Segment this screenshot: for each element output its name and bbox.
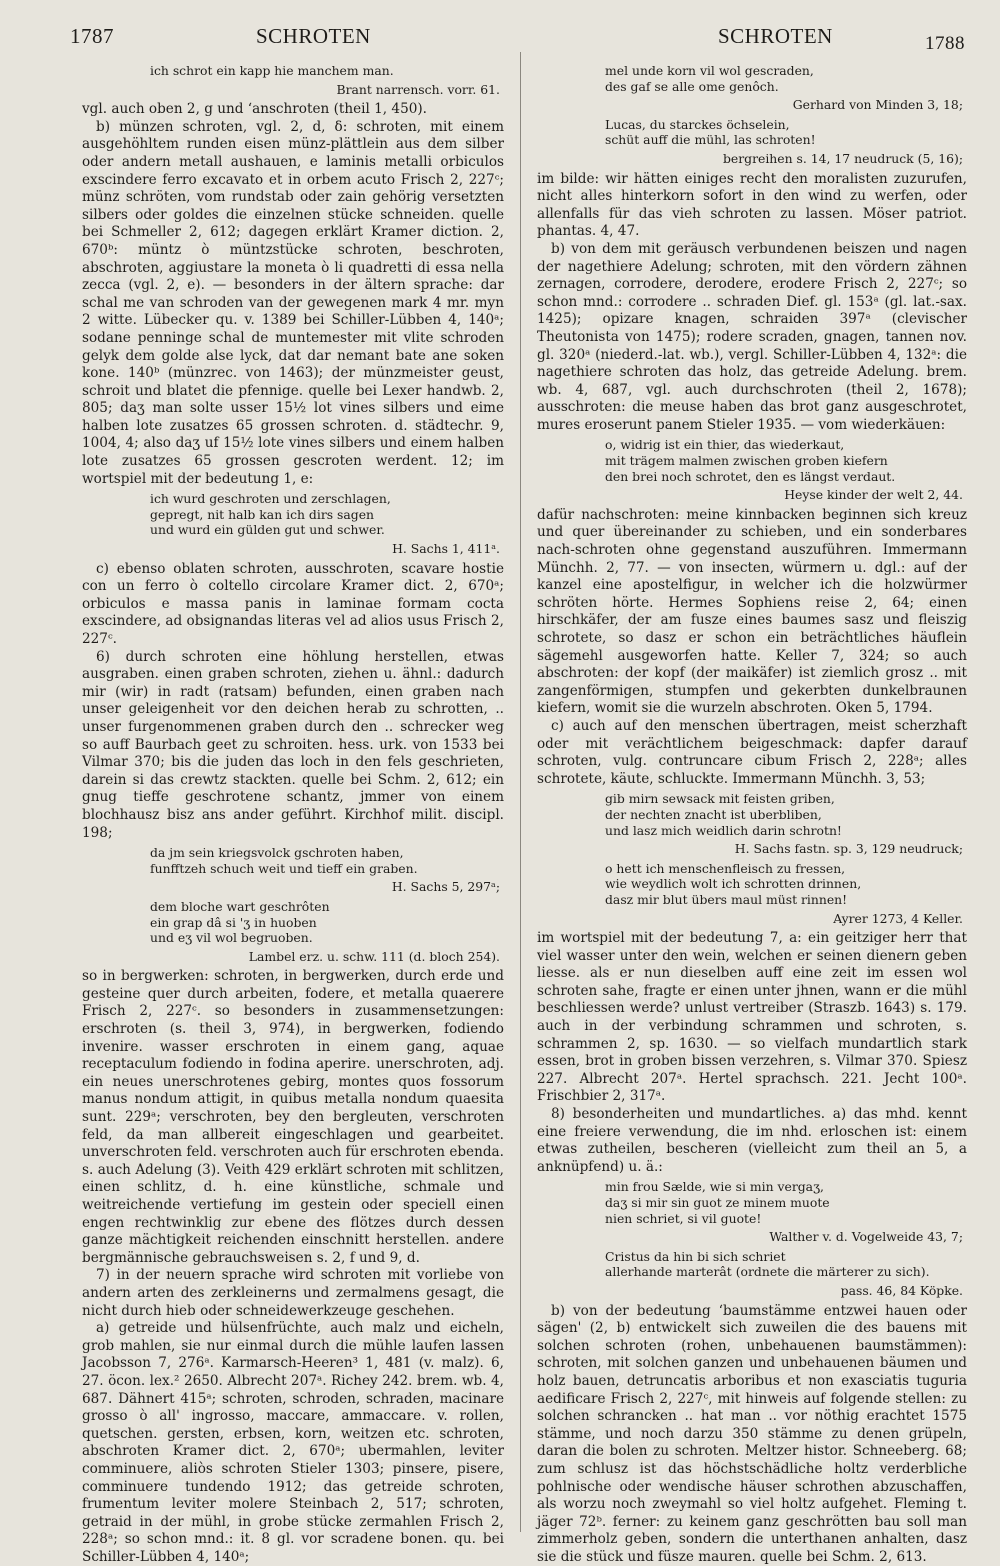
entry-paragraph: im bilde: wir hätten einiges recht den moralisten zuzurufen, nicht alles hinterkorn sofort in den wind zu werfen, oder allenfalls für das vieh schroten zu lassen. Möser patriot. phantas. 4, 47. [537,170,967,240]
verse-line: des gaf se alle ome genôch. [605,78,779,94]
entry-paragraph: 8) besonderheiten und mundartliches. a) das mhd. kennt eine freiere verwendung, die im nhd. erloschen ist: einem etwas zutheilen, bescheren (vielleicht zum theil an 5, a anknüpfend) u. ä.: [537,1106,967,1175]
verse-quotation [605,437,967,484]
entry-paragraph: b) von der bedeutung ʻbaumstämme entzwei hauen oder sägen' (2, b) entwickelt sich zuweilen die des bauens mit solchen schroten (rohen, unbehauenen baumstämmen): schroten, mit solchen ganzen und unbehauenen bäumen und holz bauen, detruncatis arboribus et non exasciatis tuguria aedificare Frisch 2, 227ᶜ, mit hinweis auf folgende stellen: zu solchen schrancken .. hat man .. vor nöthig erachtet 1575 stämme, und noch darzu 350 stämme zu denen grüpeln, daran die bolen zu schroten. Meltzer histor. Schneeberg. 68; zum schlusz ist das höchstschädliche holtz verderbliche pohlnische oder wendische häuser schrothen abzuschaffen, als worzu noch zweymahl so viel holtz aufgehet. Fleming t. jäger 72ᵇ. ferner: zu keinem ganz geschrötten bau soll man zimmerholz geben, sondern die unterthanen anhalten, dasz sie die stück und füsze mauren. quelle bei Schm. 2, 613. [537,1302,967,1565]
verse-quotation [605,1179,967,1226]
source-citation: Lambel erz. u. schw. 111 (d. bloch 254). [248,948,500,964]
verse-line: ich schrot ein kapp hie manchem man. [150,63,394,78]
left-column [82,60,504,1565]
verse-line: schüt auff die mühl, las schroten! [605,132,816,148]
verse-line: mel unde korn vil wol gescraden, [605,63,814,78]
entry-paragraph: a) getreide und hülsenfrüchte, auch malz und eicheln, grob mahlen, sie nur einmal durch die mühle laufen lassen Jacobsson 7, 276ᵃ. Karmarsch-Heeren³ 1, 481 (v. malz). 6, 27. öcon. lex.² 2650. Albrecht 207ᵃ. Richey 242. brem. wb. 4, 687. Dähnert 415ᵃ; schroten, schroden, schraden, macinare grosso ò all' ingrosso, maccare, ammaccare. v. rollen, quetschen. gersten, erbsen, korn, weitzen etc. schroten, abschroten Kramer dict. 2, 670ᵃ; ubermahlen, leviter comminuere, aliòs schroten Stieler 1303; pinsere, pisere, comminuere tundendo 1912; das getreide schroten, frumentum leviter molere Steinbach 2, 517; schroten, getraid in der mühl, in grobe stücke zermahlen Frisch 2, 228ᵃ; so schon mnd.: it. 8 gl. vor scradene bonen. qu. bei Schiller-Lübben 4, 140ᵃ; [82,1320,504,1565]
source-citation: Heyse kinder der welt 2, 44. [784,487,963,503]
entry-paragraph: c) ebenso oblaten schroten, ausschroten, scavare hostie con un ferro ò coltello circolare Kramer dict. 2, 670ᵃ; orbiculos e massa panis in laminae formam cocta exscindere, ad obsignandas literas vel ad alios usus Frisch 2, 227ᶜ. [82,560,504,647]
source-citation: pass. 46, 84 Köpke. [840,1282,963,1298]
entry-paragraph: c) auch auf den menschen übertragen, meist scherzhaft oder mit verächtlichem beigeschmack: dapfer darauf schroten, vulg. contruncare cibum Frisch 2, 228ᵃ; alles schrotete, käute, schluckte. Immermann Münchh. 3, 53; [537,717,967,787]
verse-quotation [605,1249,967,1280]
verse-quotation [150,63,504,79]
verse-line: o hett ich menschenfleisch zu fressen, [605,860,846,876]
right-running-headword: SCHROTEN [718,24,833,48]
verse-line: gepregt, nit halb kan ich dirs sagen [150,506,375,522]
column-divider [520,52,521,1532]
entry-paragraph: vgl. auch oben 2, g und ʻanschroten (theil 1, 450). [82,101,428,118]
entry-paragraph: b) von dem mit geräusch verbundenen beiszen und nagen der nagethiere Adelung; schroten, mit den vördern zähnen zernagen, corrodere, derodere, erodere Frisch 2, 227ᶜ; so schon mnd.: corrodere .. schraden Dief. gl. 153ᵃ (gl. lat.-sax. 1425); opizare knagen, schraiden 397ᵃ (clevischer Theutonista von 1475); rodere scraden, gnagen, tannen nov. gl. 320ᵃ (niederd.-lat. wb.), vergl. Schiller-Lübben 4, 132ᵃ: die nagethiere schroten das holz, das getreide Adelung. brem. wb. 4, 687, vgl. auch durchschroten (theil 2, 1678); ausschroten: die meuse haben das brot ganz ausgeschrotet, mures eroserunt panem Stieler 1935. — vom wiederkäuen: [537,240,967,433]
source-citation: Brant narrensch. vorr. 61. [336,81,500,97]
entry-paragraph: 6) durch schroten eine höhlung herstellen, etwas ausgraben. einen graben schroten, ziehen u. ähnl.: dadurch mir (wir) in radt (ratsam) befunden, einen graben nach unser geleigenheit vor den deichen herab zu schrotten, .. unser furgenommenen graben durch den .. schrecker weg so auff Baurbach geet zu schroiten. hess. urk. von 1533 bei Vilmar 370; bis die juden das loch in den fels geschrieten, darein si das crewtz stackten. quelle bei Schm. 2, 612; ein gnug tieffe geschrotene schantz, jmmer von einem blochhausz bisz ans ander geführt. Kirchhof milit. discipl. 198; [82,648,504,841]
verse-line: dasz mir blut übers maul müst rinnen! [605,891,848,907]
verse-line: da jm sein kriegsvolck gschroten haben, [150,845,404,861]
source-citation: H. Sachs 5, 297ᵃ; [391,879,500,895]
entry-paragraph: b) münzen schroten, vgl. 2, d, δ: schroten, mit einem ausgehöhltem runden eisen münz-plättlein aus dem silber oder andern metall aushauen, e laminis metalli orbiculos exscindere ferro excavato et in orbem acuto Frisch 2, 227ᶜ; münz schröten, vom rundstab oder zain gehörig versetzten silbers oder goldes die einzelnen stücke schneiden. quelle bei Schmeller 2, 612; dagegen erklärt Kramer diction. 2, 670ᵇ: müntz ò müntzstücke schroten, beschroten, abschroten, aggiustare la moneta ò li quadretti di essa nella zecca (vgl. 2, e). — besonders in der ältern sprache: dar schal me van schroden van der gewegenen mark 4 mr. myn 2 witte. Lübecker qu. v. 1389 bei Schiller-Lübben 4, 140ᵃ; sodane penninge schal de muntemester mit vlite schroden gelyk dem golde alse lyck, dat dar nemant bate ane soken kone. 140ᵇ (münzrec. von 1463); der münzmeister geust, schroit und blatet die pfennige. quelle bei Lexer handwb. 2, 805; daʒ man solte usser 15½ lot vines silbers und eime halben lote zusatzes 65 grossen schroten. d. städtechr. 9, 1004, 4; also daʒ uf 15½ lote vines silbers und einem halben lote zusatzes 65 grossen gescroten werdent. 12; im wortspiel mit der bedeutung 1, e: [82,118,504,487]
verse-quotation [605,63,967,94]
right-page-number: 1788 [925,33,965,54]
verse-line: Lucas, du starckes öchselein, [605,116,790,132]
entry-paragraph: so in bergwerken: schroten, in bergwerken, durch erde und gesteine quer durch arbeiten, fodere, et metalla quaerere Frisch 2, 227ᶜ. so besonders in zusammensetzungen: erschroten (s. theil 3, 974), in bergwerken, fodiendo invenire. wasser erschroten in einem gang, aquae receptaculum fodiendo in fodina aperire. unerschroten, adj. ein neues unerschrotenes gebirg, montes quos fossorum manus nondum attigit, in quibus metalla nondum quaesita sunt. 229ᵃ; verschroten, bey den bergleuten, verschroten feld, da man allbereit eingeschlagen und gearbeitet. unverschroten feld. verschroten auch für erschroten ebenda. s. auch Adelung (3). Veith 429 erklärt schroten mit schlitzen, einen schlitz, d. h. eine künstliche, schmale und weitreichende vertiefung im gestein oder speciell einen engen rechtwinklig zur ebene des flötzes durch dessen ganze mächtigkeit reichenden einschnitt herstellen. andere bergmännische gebrauchsweisen s. 2, f und 9, d. [82,968,504,1266]
verse-line: und lasz mich weidlich darin schrotn! [605,822,842,838]
entry-paragraph: im wortspiel mit der bedeutung 7, a: ein geitziger herr that viel wasser unter den wein, welchen er seinen dienern geben liesse. als er nun dieselben auff eine zeit im essen wol schroten sahe, fragte er einen unter jhnen, wann er die mühl beschliessen werde? unlust vertreiber (Straszb. 1643) s. 179. auch in der verbindung schrammen und schroten, s. schrammen 2, sp. 1630. — so vielfach mundartlich stark essen, brot in groben bissen verzehren, s. Vilmar 370. Spiesz 227. Albrecht 207ᵃ. Hertel sprachsch. 221. Jecht 100ᵃ. Frischbier 2, 317ᵃ. [537,930,967,1105]
source-citation: Walther v. d. Vogelweide 43, 7; [769,1229,963,1245]
verse-quotation [150,491,504,538]
verse-line: der nechten znacht ist uberbliben, [605,806,822,822]
source-citation: bergreihen s. 14, 17 neudruck (5, 16); [722,150,963,166]
verse-line: gib mirn sewsack mit feisten griben, [605,791,835,807]
verse-line: Cristus da hin bi sich schriet [605,1248,786,1264]
source-citation: H. Sachs fastn. sp. 3, 129 neudruck; [734,841,963,857]
left-page-number: 1787 [70,24,114,48]
verse-line: funfftzeh schuch weit und tieff ein graben. [150,860,418,876]
verse-line: ein grap dâ si 'ʒ in huoben [150,914,317,930]
right-column [537,60,967,1565]
verse-quotation [605,117,967,148]
verse-quotation [605,791,967,838]
source-citation: Gerhard von Minden 3, 18; [792,97,963,113]
verse-line: min frou Sælde, wie si min vergaʒ, [605,1179,824,1195]
verse-line: den brei noch schrotet, den es längst verdaut. [605,468,896,484]
left-running-headword: SCHROTEN [256,24,371,48]
verse-quotation [150,845,504,876]
page-header [70,24,965,64]
entry-paragraph: 7) in der neuern sprache wird schroten mit vorliebe von andern arten des zerkleinerns und zermalmens gesagt, die nicht durch hieb oder schneidewerkzeuge geschehen. [82,1267,504,1319]
verse-line: allerhande marterât (ordnete die märterer zu sich). [605,1264,930,1280]
verse-line: o, widrig ist ein thier, das wiederkaut, [605,437,845,453]
entry-paragraph: dafür nachschroten: meine kinnbacken beginnen sich kreuz und quer übereinander zu schieben, und ein sonderbares nach-schroten ohne gegenstand auszuführen. Immermann Münchh. 2, 77. — von insecten, würmern u. dgl.: auf der kanzel eine apostelfigur, in welcher ich die holzwürmer schröten hörte. Hermes Sophiens reise 2, 64; einen hirschkäfer, der am fusze eines baumes sasz und fleiszig schrotete, so dasz er schon ein beträchtliches häuflein sägemehl ausgeworfen hatte. Keller 7, 324; so auch abschroten: der kopf (der maikäfer) ist ziemlich grosz .. mit zangenförmigen, stumpfen und gekerbten dunkelbraunen kiefern, womit sie die wurzeln abschroten. Oken 5, 1794. [537,506,967,717]
verse-line: mit trägem malmen zwischen groben kiefern [605,453,888,469]
verse-line: und wurd ein gülden gut und schwer. [150,522,385,538]
verse-line: und eʒ vil wol begruoben. [150,930,313,946]
verse-line: nien schriet, si vil guote! [605,1210,762,1226]
source-citation: Ayrer 1273, 4 Keller. [833,910,963,926]
verse-line: daʒ si mir sin guot ze minem muote [605,1195,830,1210]
verse-quotation [605,861,967,908]
verse-quotation [150,899,504,946]
source-citation: H. Sachs 1, 411ᵃ. [392,541,500,557]
verse-line: ich wurd geschroten und zerschlagen, [150,491,391,507]
verse-line: wie weydlich wolt ich schrotten drinnen, [605,876,862,892]
verse-line: dem bloche wart geschrôten [150,898,330,914]
